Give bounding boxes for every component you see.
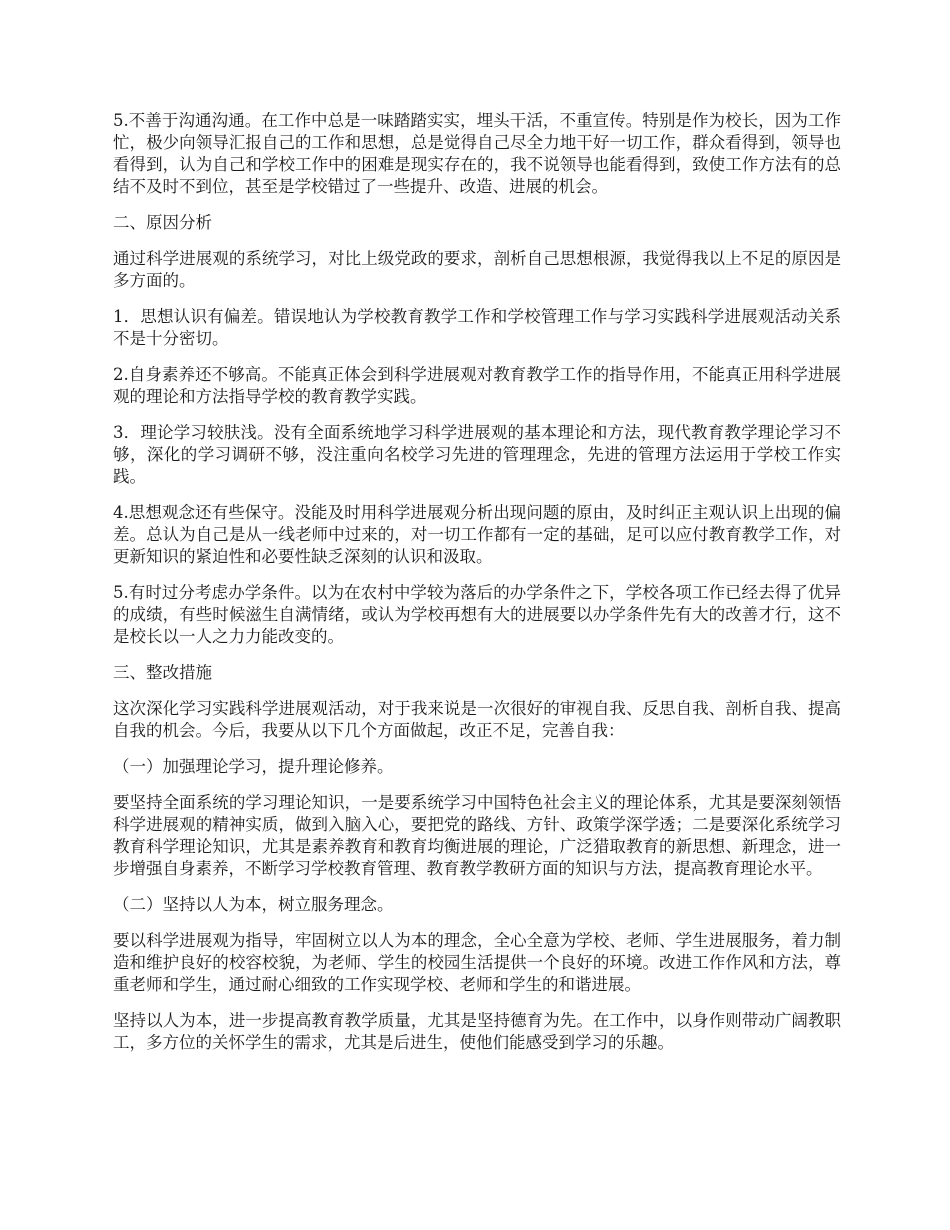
paragraph-teaching-quality: 坚持以人为本，进一步提高教育教学质量，尤其是坚持德育为先。在工作中，以身作则带动广阔教职工，多方位的关怀学生的需求，尤其是后进生，使他们能感受到学习的乐趣。 <box>113 1011 841 1052</box>
paragraph-cause-4: 4.思想观念还有些保守。没能及时用科学进展观分析出现问题的原由，及时纠正主观认识上出现的偏差。总认为自己是从一线老师中过来的，对一切工作都有一定的基础，足可以应付教育教学工作，对更新知识的紧迫性和必要性缺乏深刻的认识和汲取。 <box>113 503 841 566</box>
document-body <box>113 110 841 1068</box>
section-heading-measures: 三、整改措施 <box>113 663 212 682</box>
subheading-theory-study: （一）加强理论学习，提升理论修养。 <box>113 757 394 776</box>
paragraph-people-oriented: 要以科学进展观为指导，牢固树立以人为本的理念，全心全意为学校、老师、学生进展服务，着力制造和维护良好的校容校貌，为老师、学生的校园生活提供一个良好的环境。改进工作作风和方法，尊重老师和学生，通过耐心细致的工作实现学校、老师和学生的和谐进展。 <box>113 931 841 994</box>
paragraph-measures-intro: 这次深化学习实践科学进展观活动，对于我来说是一次很好的审视自我、反思自我、剖析自我、提高自我的机会。今后，我要从以下几个方面做起，改正不足，完善自我： <box>113 699 841 740</box>
paragraph-cause-1: 1．思想认识有偏差。错误地认为学校教育教学工作和学校管理工作与学习实践科学进展观活动关系不是十分密切。 <box>113 307 841 348</box>
paragraph-cause-intro: 通过科学进展观的系统学习，对比上级党政的要求，剖析自己思想根源，我觉得我以上不足的原因是多方面的。 <box>113 249 841 290</box>
subheading-people-oriented: （二）坚持以人为本，树立服务理念。 <box>113 895 394 914</box>
paragraph-cause-3: 3．理论学习较肤浅。没有全面系统地学习科学进展观的基本理论和方法，现代教育教学理论学习不够，深化的学习调研不够，没注重向名校学习先进的管理理念，先进的管理方法运用于学校工作实践。 <box>113 423 841 486</box>
paragraph-cause-5: 5.有时过分考虑办学条件。以为在农村中学较为落后的办学条件之下，学校各项工作已经去得了优异的成绩，有些时候滋生自满情绪，或认为学校再想有大的进展要以办学条件先有大的改善才行，这不是校长以一人之力力能改变的。 <box>113 583 841 646</box>
section-heading-cause-analysis: 二、原因分析 <box>113 213 212 232</box>
paragraph-theory-study: 要坚持全面系统的学习理论知识，一是要系统学习中国特色社会主义的理论体系，尤其是要深刻领悟科学进展观的精神实质，做到入脑入心，要把党的路线、方针、政策学深学透；二是要深化系统学习教育科学理论知识，尤其是素养教育和教育均衡进展的理论，广泛猎取教育的新思想、新理念，进一步增强自身素养，不断学习学校教育管理、教育教学教研方面的知识与方法，提高教育理论水平。 <box>113 793 841 878</box>
paragraph-cause-2: 2.自身素养还不够高。不能真正体会到科学进展观对教育教学工作的指导作用，不能真正用科学进展观的理论和方法指导学校的教育教学实践。 <box>113 365 841 406</box>
paragraph-5-communication: 5.不善于沟通沟通。在工作中总是一味踏踏实实，埋头干活，不重宣传。特别是作为校长，因为工作忙，极少向领导汇报自己的工作和思想，总是觉得自己尽全力地干好一切工作，群众看得到，领导也看得到，认为自己和学校工作中的困难是现实存在的，我不说领导也能看得到，致使工作方法有的总结不及时不到位，甚至是学校错过了一些提升、改造、进展的机会。 <box>113 111 841 196</box>
